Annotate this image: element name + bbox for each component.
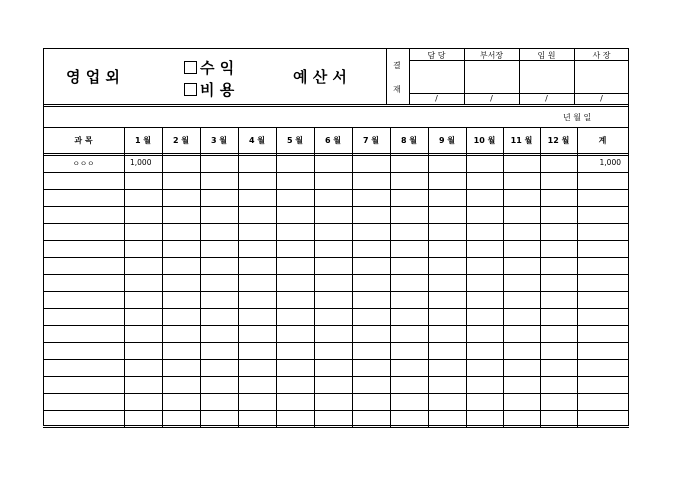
row-divider: [43, 359, 629, 360]
row-subject: ㅇㅇㅇ: [72, 159, 95, 168]
header-month: 7 월: [362, 136, 380, 145]
row-divider: [43, 206, 629, 207]
approval-label-top: 결: [393, 61, 401, 70]
header-month: 3 월: [210, 136, 228, 145]
form-title-left: 영 업 외: [66, 68, 120, 86]
row-divider: [43, 274, 629, 275]
expense-checkbox[interactable]: [184, 83, 197, 96]
header-month: 8 월: [400, 136, 418, 145]
form-title-right: 예 산 서: [293, 68, 347, 86]
row-divider: [43, 223, 629, 224]
header-month: 10 월: [473, 136, 496, 145]
row-jan-value: 1,000: [130, 158, 152, 167]
row-divider: [43, 410, 629, 411]
header-separator: [43, 104, 629, 105]
row-divider: [43, 308, 629, 309]
sign-date-president: /: [600, 94, 603, 103]
sign-date-manager: /: [490, 94, 493, 103]
document-date: 년 월 일: [563, 113, 592, 122]
date-row-line: [43, 127, 629, 128]
row-divider: [43, 172, 629, 173]
header-month: 1 월: [134, 136, 152, 145]
header-month: 11 월: [510, 136, 533, 145]
header-total: 계: [598, 136, 607, 145]
row-divider: [43, 342, 629, 343]
option-income: 수 익: [184, 57, 234, 78]
row-divider: [43, 393, 629, 394]
header-month: 6 월: [324, 136, 342, 145]
header-month: 5 월: [286, 136, 304, 145]
row-divider: [43, 291, 629, 292]
header-row-line-inner: [43, 155, 629, 156]
row-divider: [43, 427, 629, 428]
row-divider: [43, 376, 629, 377]
header-subject: 과 목: [74, 136, 93, 145]
row-divider: [43, 325, 629, 326]
row-divider: [43, 240, 629, 241]
approver-executive: 임 원: [537, 51, 556, 60]
row-divider: [43, 257, 629, 258]
option-expense: 비 용: [184, 79, 234, 100]
row-total-value: 1,000: [599, 158, 621, 167]
header-month: 4 월: [248, 136, 266, 145]
approval-divider-left: [386, 48, 387, 105]
approval-label-bottom: 재: [393, 85, 401, 94]
header-month: 9 월: [438, 136, 456, 145]
header-separator-inner: [43, 106, 629, 107]
approver-president: 사 장: [592, 51, 611, 60]
header-month: 2 월: [172, 136, 190, 145]
approver-staff: 담 당: [427, 51, 446, 60]
header-row-line: [43, 153, 629, 154]
sign-date-executive: /: [545, 94, 548, 103]
row-divider: [43, 189, 629, 190]
income-checkbox[interactable]: [184, 61, 197, 74]
sign-date-staff: /: [435, 94, 438, 103]
approver-manager: 부서장: [479, 51, 504, 60]
header-month: 12 월: [547, 136, 570, 145]
